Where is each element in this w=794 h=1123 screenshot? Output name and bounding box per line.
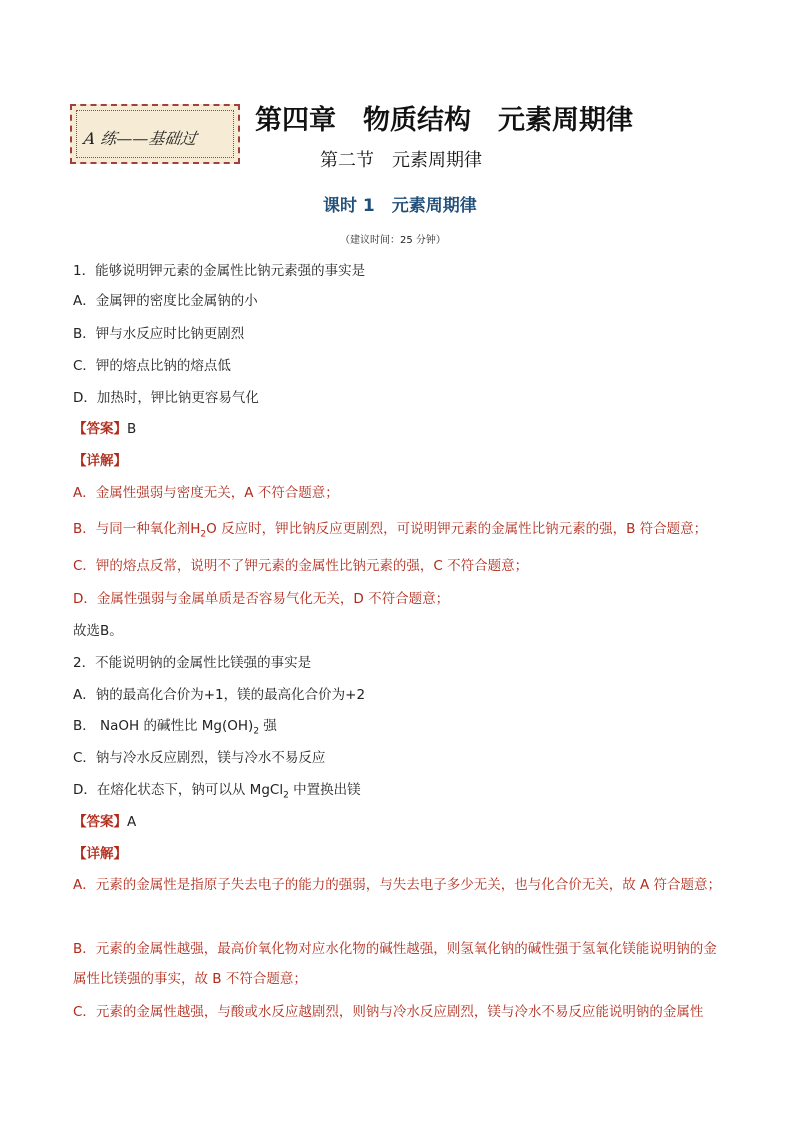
- q2-option-b: [73, 717, 277, 741]
- q1-option-a: A．金属钾的密度比金属钠的小: [73, 293, 258, 309]
- answer-tag: 【答案】: [73, 814, 127, 830]
- q2-b-text-1: B． NaOH 的碱性比 Mg(OH): [73, 718, 254, 734]
- answer-value: A: [127, 814, 137, 830]
- q1-detail-a: A．金属性强弱与密度无关，A 不符合题意；: [73, 485, 339, 501]
- answer-tag: 【答案】: [73, 421, 127, 437]
- q1-conclusion: 故选B。: [73, 623, 123, 639]
- q2-detail-a: A．元素的金属性是指原子失去电子的能力的强弱，与失去电子多少无关，也与化合价无关，故 A 符合题意；: [73, 877, 722, 893]
- q2-detail-c: C．元素的金属性越强，与酸或水反应越剧烈，则钠与冷水反应剧烈，镁与冷水不易反应能说明钠的金属性: [73, 1004, 704, 1020]
- q1-detail-tag: [73, 452, 127, 470]
- q2-d-text-1: D．在熔化状态下，钠可以从 MgCl: [73, 782, 284, 798]
- chapter-title: 第四章 物质结构 元素周期律: [255, 105, 633, 136]
- q2-d-subscript: 2: [283, 790, 289, 801]
- q2-answer: [73, 813, 136, 831]
- q1-stem: 1．能够说明钾元素的金属性比钠元素强的事实是: [73, 263, 366, 279]
- q2-b-text-2: 强: [259, 718, 277, 734]
- time-note: （建议时间：25 分钟）: [340, 235, 446, 246]
- q1-option-d: D．加热时，钾比钠更容易气化: [73, 390, 259, 406]
- answer-value: B: [127, 421, 137, 437]
- q1-detail-b: [73, 520, 707, 544]
- q1-option-c: C．钾的熔点比钠的熔点低: [73, 358, 231, 374]
- q2-detail-b: B．元素的金属性越强，最高价氧化物对应水化物的碱性越强，则氢氧化钠的碱性强于氢氧化镁能说明钠的金属性比镁强的事实，故 B 不符合题意；: [73, 941, 717, 987]
- q1-option-b: B．钾与水反应时比钠更剧烈: [73, 326, 245, 342]
- detail-tag: 【详解】: [73, 846, 127, 862]
- q1-detail-c: C．钾的熔点反常，说明不了钾元素的金属性比钠元素的强，C 不符合题意；: [73, 558, 529, 574]
- detail-tag: 【详解】: [73, 453, 127, 469]
- q2-detail-tag: [73, 845, 127, 863]
- detail-b-subscript: 2: [200, 529, 207, 540]
- q2-stem: 2．不能说明钠的金属性比镁强的事实是: [73, 655, 312, 671]
- q2-b-subscript: 2: [253, 726, 260, 737]
- q2-option-c: C．钠与冷水反应剧烈，镁与冷水不易反应: [73, 750, 326, 766]
- lesson-title: 课时 1 元素周期律: [323, 196, 477, 216]
- q2-option-a: A．钠的最高化合价为+1，镁的最高化合价为+2: [73, 687, 366, 703]
- practice-badge: [70, 104, 240, 164]
- q2-d-text-2: 中置换出镁: [288, 782, 361, 798]
- q1-answer: [73, 420, 136, 438]
- q1-detail-d: D．金属性强弱与金属单质是否容易气化无关，D 不符合题意；: [73, 591, 450, 607]
- detail-b-text-1: B．与同一种氧化剂H: [73, 521, 201, 537]
- badge-text: A 练——基础过: [82, 129, 198, 148]
- section-title: 第二节 元素周期律: [320, 150, 482, 171]
- q2-option-d: [73, 781, 361, 805]
- detail-b-text-2: O 反应时，钾比钠反应更剧烈，可说明钾元素的金属性比钠元素的强，B 符合题意；: [206, 521, 708, 537]
